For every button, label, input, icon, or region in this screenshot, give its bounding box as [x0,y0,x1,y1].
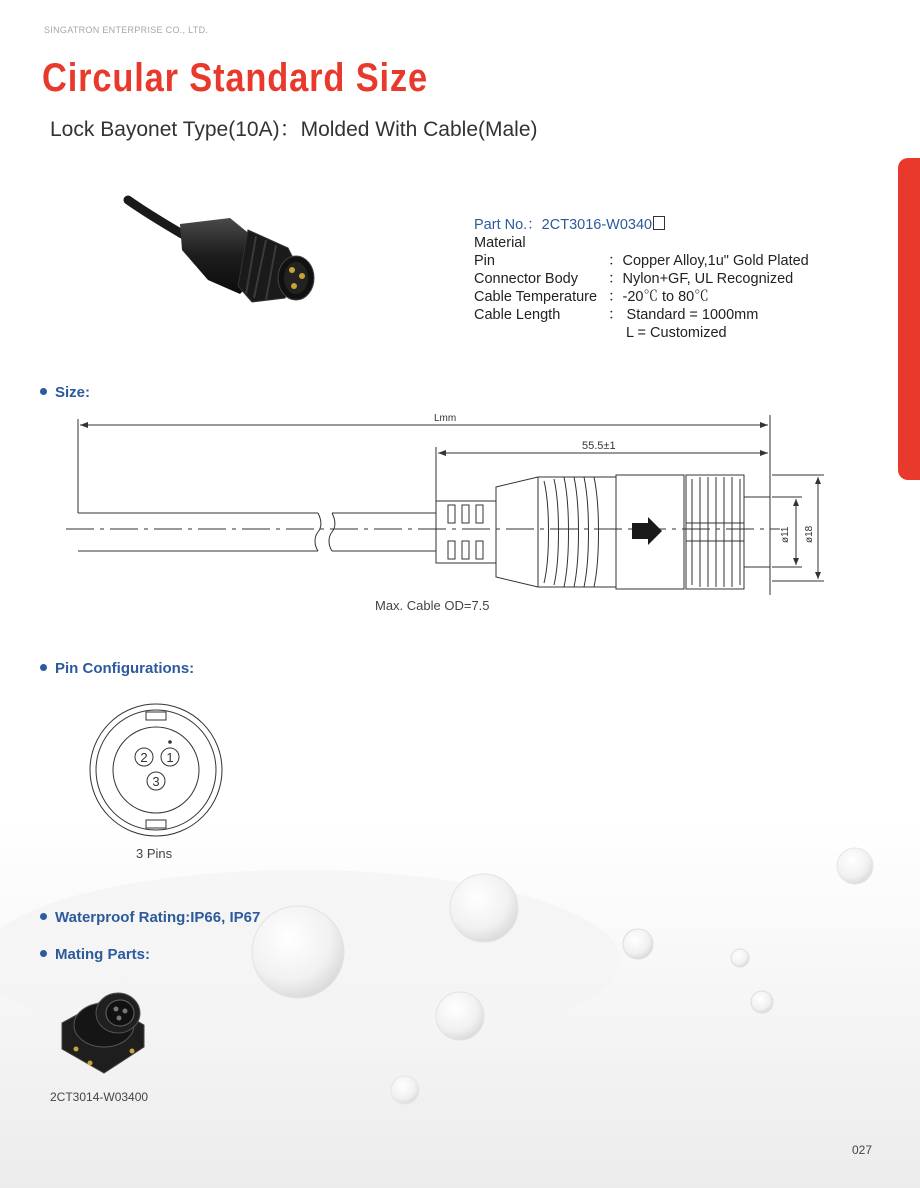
company-name: SINGATRON ENTERPRISE CO., LTD. [44,25,209,35]
bullet-icon [40,388,47,395]
cable-od-note: Max. Cable OD=7.5 [375,598,490,613]
spec-row-temp: Cable Temperature ：-20℃ to 80℃ [474,289,709,305]
dim-outer-dia: ø18 [804,525,815,543]
spec-row-length: Cable Length ： Standard = 1000mm [474,307,759,323]
page-title: Circular Standard Size [42,56,428,100]
spec-block [474,216,809,342]
dim-inner-dia: ø11 [780,526,791,543]
pin-diagram [88,702,224,838]
dim-head: 55.5±1 [582,440,616,452]
mating-part-caption: 2CT3014-W03400 [50,1090,149,1104]
bullet-icon [40,950,47,957]
pin-caption: 3 Pins [136,846,173,861]
mating-heading: Mating Parts: [40,946,150,963]
size-heading: Size: [40,384,90,401]
pin-label-3: 3 [152,774,160,789]
mating-part-photo [52,985,162,1085]
product-photo [120,190,330,310]
page-number: 027 [852,1143,873,1157]
bullet-icon [40,913,47,920]
dim-total: Lmm [434,413,457,424]
page-subtitle: Lock Bayonet Type(10A)：Molded With Cable(Male) [50,118,538,141]
spec-row-length-alt: L = Customized [626,325,727,341]
part-number-text: Part No.：2CT3016-W0340 [474,217,653,233]
pin-config-heading: Pin Configurations: [40,660,194,677]
direction-arrow-icon [632,517,662,545]
spec-row-body: Connector Body ：Nylon+GF, UL Recognized [474,271,794,287]
pin-label-1: 1 [166,750,174,765]
pin-label-2: 2 [140,750,148,765]
material-label: Material [474,235,526,251]
waterproof-heading: Waterproof Rating:IP66, IP67 [40,909,260,926]
size-drawing [60,405,840,595]
side-tab [898,158,920,480]
bullet-icon [40,664,47,671]
option-box-icon [653,216,665,230]
part-number [474,216,809,234]
spec-row-pin: Pin ：Copper Alloy,1u" Gold Plated [474,253,809,269]
